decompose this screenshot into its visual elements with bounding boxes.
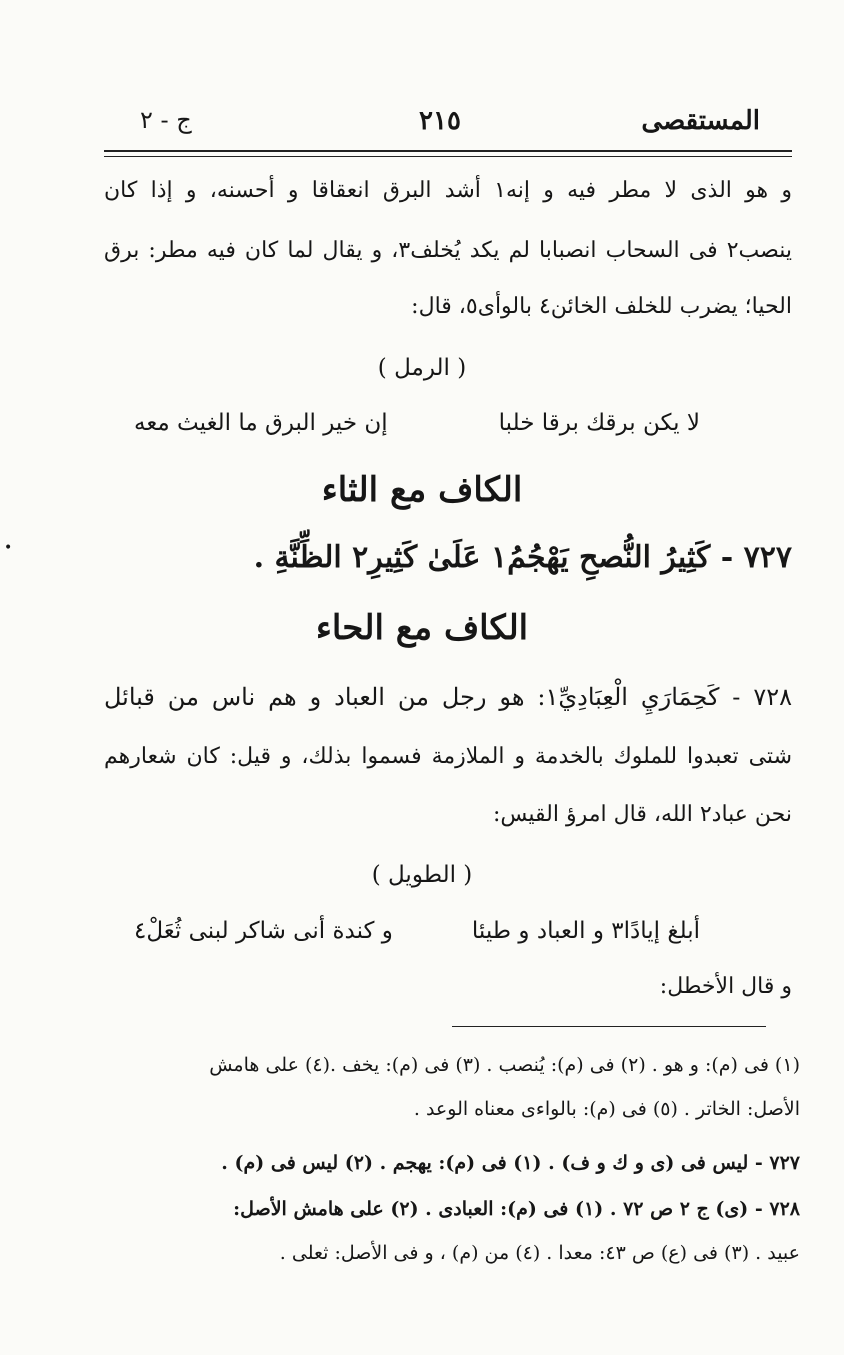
page-header: [100, 106, 780, 150]
footnote-line: (١) فى (م): و هو . (٢) فى (م): يُنصب . (٣) فى (م): يخف .(٤) على هامش: [209, 1054, 800, 1076]
footnote-line: عبيد . (٣) فى (ع) ص ٤٣: معدا . (٤) من (م) ، و فى الأصل: ثعلى .: [279, 1242, 800, 1264]
volume-label: ج - ٢: [140, 106, 192, 134]
verse-hemistich-second: و كندة أنى شاكر لبنى ثُعَلْ٤: [134, 918, 393, 944]
verse-hemistich-first: أبلغ إيادًا٣ و العباد و طيئا: [471, 918, 700, 944]
footnote-line: الأصل: الخاتر . (٥) فى (م): بالواءى معناه الوعد .: [413, 1098, 800, 1120]
footnote-line: ٧٢٨ - (ى) ج ٢ ص ٧٢ . (١) فى (م): العبادى . (٢) على هامش الأصل:: [233, 1198, 800, 1220]
verse-hemistich-second: إن خير البرق ما الغيث معه: [134, 410, 388, 436]
header-rule: [104, 150, 792, 157]
book-title: المستقصى: [641, 106, 760, 136]
text-line: و قال الأخطل:: [659, 974, 792, 999]
meter-label: ( الطويل ): [371, 862, 473, 888]
text-line: ينصب٢ فى السحاب انصبابا لم يكد يُخلف٣، و يقال لما كان فيه مطر: برق: [104, 238, 792, 263]
verse-hemistich-first: لا يكن برقك برقا خلبا: [498, 410, 700, 436]
text-line: الحيا؛ يضرب للخلف الخائن٤ بالوأى٥، قال:: [411, 294, 792, 319]
page-number: ٢١٥: [419, 106, 461, 136]
footnote-line: ٧٢٧ - ليس فى (ى و ك و ف) . (١) فى (م): يهجم . (٢) ليس فى (م) .: [221, 1152, 800, 1174]
margin-mark: •: [4, 540, 13, 556]
text-line: نحن عباد٢ الله، قال امرؤ القيس:: [492, 802, 792, 827]
text-line: و هو الذى لا مطر فيه و إنه١ أشد البرق انعقاقا و أحسنه، و إذا كان: [104, 178, 793, 203]
meter-label: ( الرمل ): [377, 355, 467, 381]
entry-727: ٧٢٧ - كَثِيرُ النُّصحِ يَهْجُمُ١ عَلَىٰ كَثِيرِ٢ الظِّنَّةِ .: [253, 540, 792, 575]
footnote-rule: [452, 1026, 766, 1027]
section-heading: الكاف مع الثاء: [321, 470, 523, 510]
text-line: شتى تعبدوا للملوك بالخدمة و الملازمة فسموا بذلك، و قيل: كان شعارهم: [104, 744, 792, 769]
entry-728-line: ٧٢٨ - كَحِمَارَيِ الْعِبَادِيِّ١: هو رجل من العباد و هم ناس من قبائل: [104, 683, 793, 711]
section-heading: الكاف مع الحاء: [315, 608, 529, 648]
